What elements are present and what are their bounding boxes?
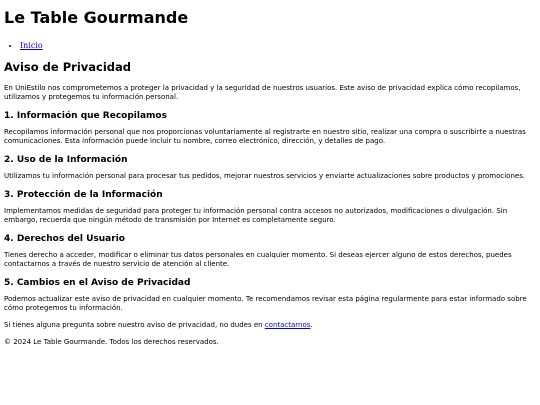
section-body-user-rights: Tienes derecho a acceder, modificar o eliminar tus datos personales en cualquier momento. Si deseas ejercer alguno de estos derechos, puedes contactarnos a través de nuestro servicio de atención al cliente. (4, 251, 512, 268)
page-title: Aviso de Privacidad (4, 60, 131, 74)
section-heading-info-collected: 1. Información que Recopilamos (4, 111, 167, 121)
nav-link-inicio[interactable]: Inicio (20, 41, 43, 50)
contact-paragraph (4, 321, 536, 330)
footer-copyright: © 2024 Le Table Gourmande. Todos los derechos reservados. (4, 338, 219, 346)
section-body-info-collected: Recopilamos información personal que nos proporcionas voluntariamente al registrarte en nuestro sitio, realizar una compra o suscribirte a nuestras comunicaciones. Esta información puede incluir tu nombre, correo electrónico, dirección, y detalles de pago. (4, 128, 526, 145)
section-body-info-use: Utilizamos tu información personal para procesar tus pedidos, mejorar nuestros servicios y enviarte actualizaciones sobre productos y promociones. (4, 172, 526, 180)
nav-item-inicio (20, 40, 536, 52)
contact-link[interactable]: contactarnos (264, 321, 311, 329)
section-heading-notice-changes: 5. Cambios en el Aviso de Privacidad (4, 278, 191, 288)
contact-suffix: . (310, 321, 313, 329)
section-body-info-protection: Implementamos medidas de seguridad para proteger tu información personal contra accesos no autorizados, modificaciones o divulgación. Sin embargo, recuerda que ningún método de transmisión por Internet es completamente seguro. (4, 207, 508, 224)
section-body-notice-changes: Podemos actualizar este aviso de privacidad en cualquier momento. Te recomendamos revisar esta página regularmente para estar informado sobre cómo protegemos tu información. (4, 295, 527, 312)
main-nav (4, 40, 536, 52)
section-heading-info-use: 2. Uso de la Información (4, 155, 128, 165)
section-heading-user-rights: 4. Derechos del Usuario (4, 234, 125, 244)
contact-prefix: Si tienes alguna pregunta sobre nuestro aviso de privacidad, no dudes en (4, 321, 265, 329)
site-title: Le Table Gourmande (4, 8, 189, 27)
section-heading-info-protection: 3. Protección de la Información (4, 190, 163, 200)
intro-paragraph: En UniEstilo nos comprometemos a proteger la privacidad y la seguridad de nuestros usuarios. Este aviso de privacidad explica cómo recopilamos, utilizamos y protegemos tu información personal. (4, 84, 521, 101)
